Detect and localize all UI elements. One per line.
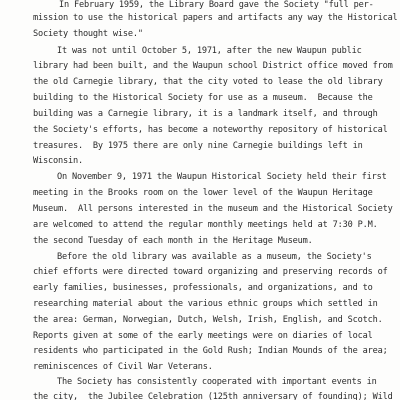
text-line: meeting in the Brooks room on the lower level of the Waupun Heritage [33, 188, 373, 198]
text-line: Society thought wise." [33, 29, 143, 39]
text-line: Before the old library was available as a museum, the Society's [57, 252, 372, 262]
text-line: Museum. All persons interested in the museum and the Historical Society [33, 204, 393, 214]
text-line: The Society has consistently cooperated with important events in [57, 377, 377, 387]
text-line: building was a Carnegie library, it is a landmark itself, and through [33, 109, 378, 119]
text-line: residents who participated in the Gold Rush; Indian Mounds of the area; [33, 346, 388, 356]
text-line: library had been built, and the Waupun school District office moved from [33, 61, 393, 71]
text-line: Wisconsin. [33, 156, 83, 166]
text-line: building to the Historical Society for use as a museum. Because the [33, 93, 373, 103]
text-line: are welcomed to attend the regular monthly meetings held at 7:30 P.M. [33, 220, 378, 230]
text-line: the area: German, Norwegian, Dutch, Welsh, Irish, English, and Scotch. [33, 315, 383, 325]
text-line: the old Carnegie library, that the city voted to lease the old library [33, 77, 383, 87]
text-line: It was not until October 5, 1971, after the new Waupun public [57, 46, 362, 56]
text-line: the Society's efforts, has become a noteworthy repository of historical [33, 125, 388, 135]
text-line: researching material about the various ethnic groups which settled in [33, 299, 378, 309]
text-line: reminiscences of Civil War Veterans. [33, 362, 213, 372]
text-line: Reports given at some of the early meetings were on diaries of local [33, 331, 373, 341]
text-line: the second Tuesday of each month in the Heritage Museum. [33, 236, 313, 246]
text-line: On November 9, 1971 the Waupun Historical Society held their first [57, 172, 387, 182]
text-line: In February 1959, the Library Board gave the Society "full per- [59, 0, 374, 10]
text-line: early families, businesses, professionals, and organizations, and to [33, 283, 373, 293]
text-line: chief efforts were directed toward organizing and preserving records of [33, 267, 388, 277]
text-line: the city, the Jubilee Celebration (125th anniversary of founding); Wild [33, 392, 393, 400]
text-line: mission to use the historical papers and artifacts any way the Historical [33, 13, 398, 23]
text-line: treasures. By 1975 there are only nine Carnegie buildings left in [33, 141, 363, 151]
